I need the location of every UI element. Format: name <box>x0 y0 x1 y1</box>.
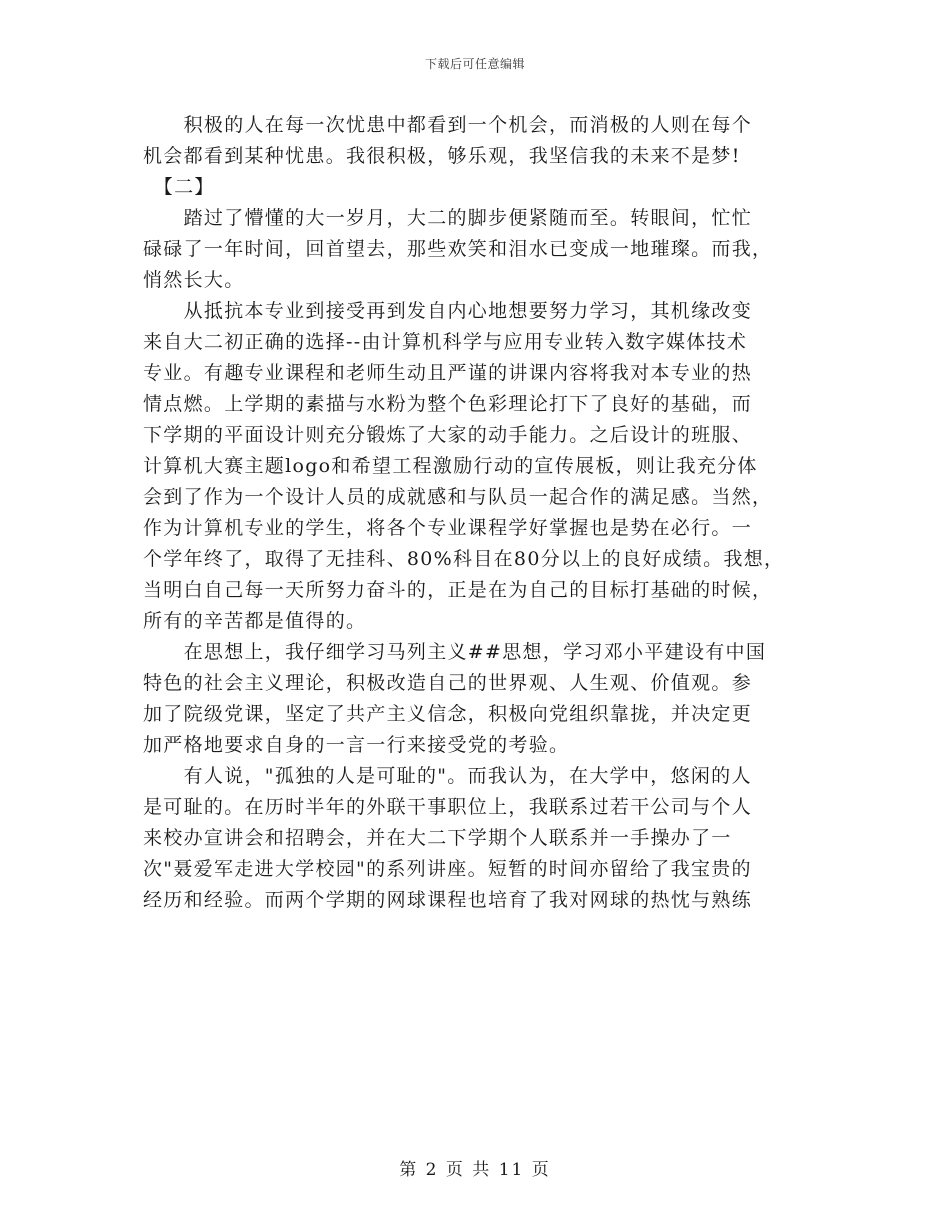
page-number-footer: 第 2 页 共 11 页 <box>399 1160 551 1180</box>
text-line: 所有的辛苦都是值得的。 <box>143 610 367 632</box>
text-line: 是可耻的。在历时半年的外联干事职位上，我联系过若干公司与个人 <box>143 796 753 818</box>
text-line: 个学年终了，取得了无挂科、80%科目在80分以上的良好成绩。我想， <box>143 548 785 570</box>
section-heading: 【二】 <box>143 176 215 198</box>
text-line: 悄然长大。 <box>143 269 245 291</box>
text-line: 在思想上，我仔细学习马列主义##思想，学习邓小平建设有中国 <box>143 641 767 663</box>
text-line: 有人说，"孤独的人是可耻的"。而我认为，在大学中，悠闲的人 <box>143 765 752 787</box>
text-line: 加了院级党课，坚定了共产主义信念，积极向党组织靠拢，并决定更 <box>143 703 753 725</box>
text-line: 计算机大赛主题logo和希望工程激励行动的宣传展板，则让我充分体 <box>143 455 758 477</box>
text-line: 来自大二初正确的选择--由计算机科学与应用专业转入数字媒体技术 <box>143 331 748 353</box>
text-line: 下学期的平面设计则充分锻炼了大家的动手能力。之后设计的班服、 <box>143 424 753 446</box>
text-line: 踏过了懵懂的大一岁月，大二的脚步便紧随而至。转眼间，忙忙 <box>143 207 753 229</box>
page-header: 下载后可任意编辑 <box>424 57 525 71</box>
text-line: 会到了作为一个设计人员的成就感和与队员一起合作的满足感。当然， <box>143 486 773 508</box>
text-line: 当明白自己每一天所努力奋斗的，正是在为自己的目标打基础的时候， <box>143 579 773 601</box>
text-line: 次"聂爱军走进大学校园"的系列讲座。短暂的时间亦留给了我宝贵的 <box>143 858 752 880</box>
text-line: 从抵抗本专业到接受再到发自内心地想要努力学习，其机缘改变 <box>143 300 753 322</box>
text-line: 机会都看到某种忧患。我很积极，够乐观，我坚信我的未来不是梦! <box>143 145 741 167</box>
text-line: 碌碌了一年时间，回首望去，那些欢笑和泪水已变成一地璀璨。而我， <box>143 238 773 260</box>
text-line: 作为计算机专业的学生，将各个专业课程学好掌握也是势在必行。一 <box>143 517 753 539</box>
text-line: 来校办宣讲会和招聘会，并在大二下学期个人联系并一手操办了一 <box>143 827 732 849</box>
text-line: 经历和经验。而两个学期的网球课程也培育了我对网球的热忱与熟练 <box>143 889 753 911</box>
text-line: 专业。有趣专业课程和老师生动且严谨的讲课内容将我对本专业的热 <box>143 362 753 384</box>
text-line: 特色的社会主义理论，积极改造自己的世界观、人生观、价值观。参 <box>143 672 753 694</box>
text-line: 情点燃。上学期的素描与水粉为整个色彩理论打下了良好的基础，而 <box>143 393 753 415</box>
text-line: 积极的人在每一次忧患中都看到一个机会，而消极的人则在每个 <box>143 114 753 136</box>
body-text <box>143 110 803 916</box>
text-line: 加严格地要求自身的一言一行来接受党的考验。 <box>143 734 570 756</box>
